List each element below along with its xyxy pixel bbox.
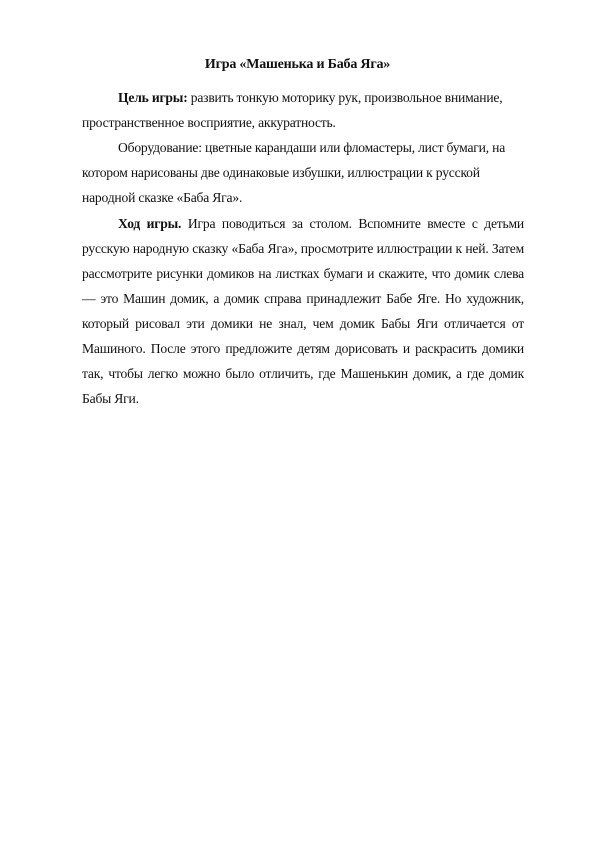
procedure-paragraph [82, 211, 524, 411]
equipment-paragraph [82, 135, 524, 210]
equipment-text: Оборудование: цветные карандаши или фломастеры, лист бумаги, на котором нарисованы две одинаковые избушки, иллюстрации к русской народной сказке «Баба Яга». [82, 140, 506, 205]
procedure-text: Игра поводиться за столом. Вспомните вместе с детьми русскую народную сказку «Баба Яга», просмотрите иллюстрации к ней. Затем рассмотрите рисунки домиков на листках бумаги и скажите, что домик слева — это Машин домик, а домик справа принадлежит Бабе Яге. Но художник, который рисовал эти домики не знал, чем домик Бабы Яги отличается от Машиного. После этого предложите детям дорисовать и раскрасить домики так, чтобы легко можно было отличить, где Машенькин домик, а где домик Бабы Яги. [82, 216, 525, 406]
document-title: Игра «Машенька и Баба Яга» [204, 57, 391, 72]
goal-text: развить тонкую моторику рук, произвольное внимание, пространственное восприятие, аккуратность. [82, 90, 503, 130]
goal-label: Цель игры: [118, 90, 188, 105]
goal-paragraph [82, 85, 524, 135]
procedure-label: Ход игры. [118, 216, 182, 231]
